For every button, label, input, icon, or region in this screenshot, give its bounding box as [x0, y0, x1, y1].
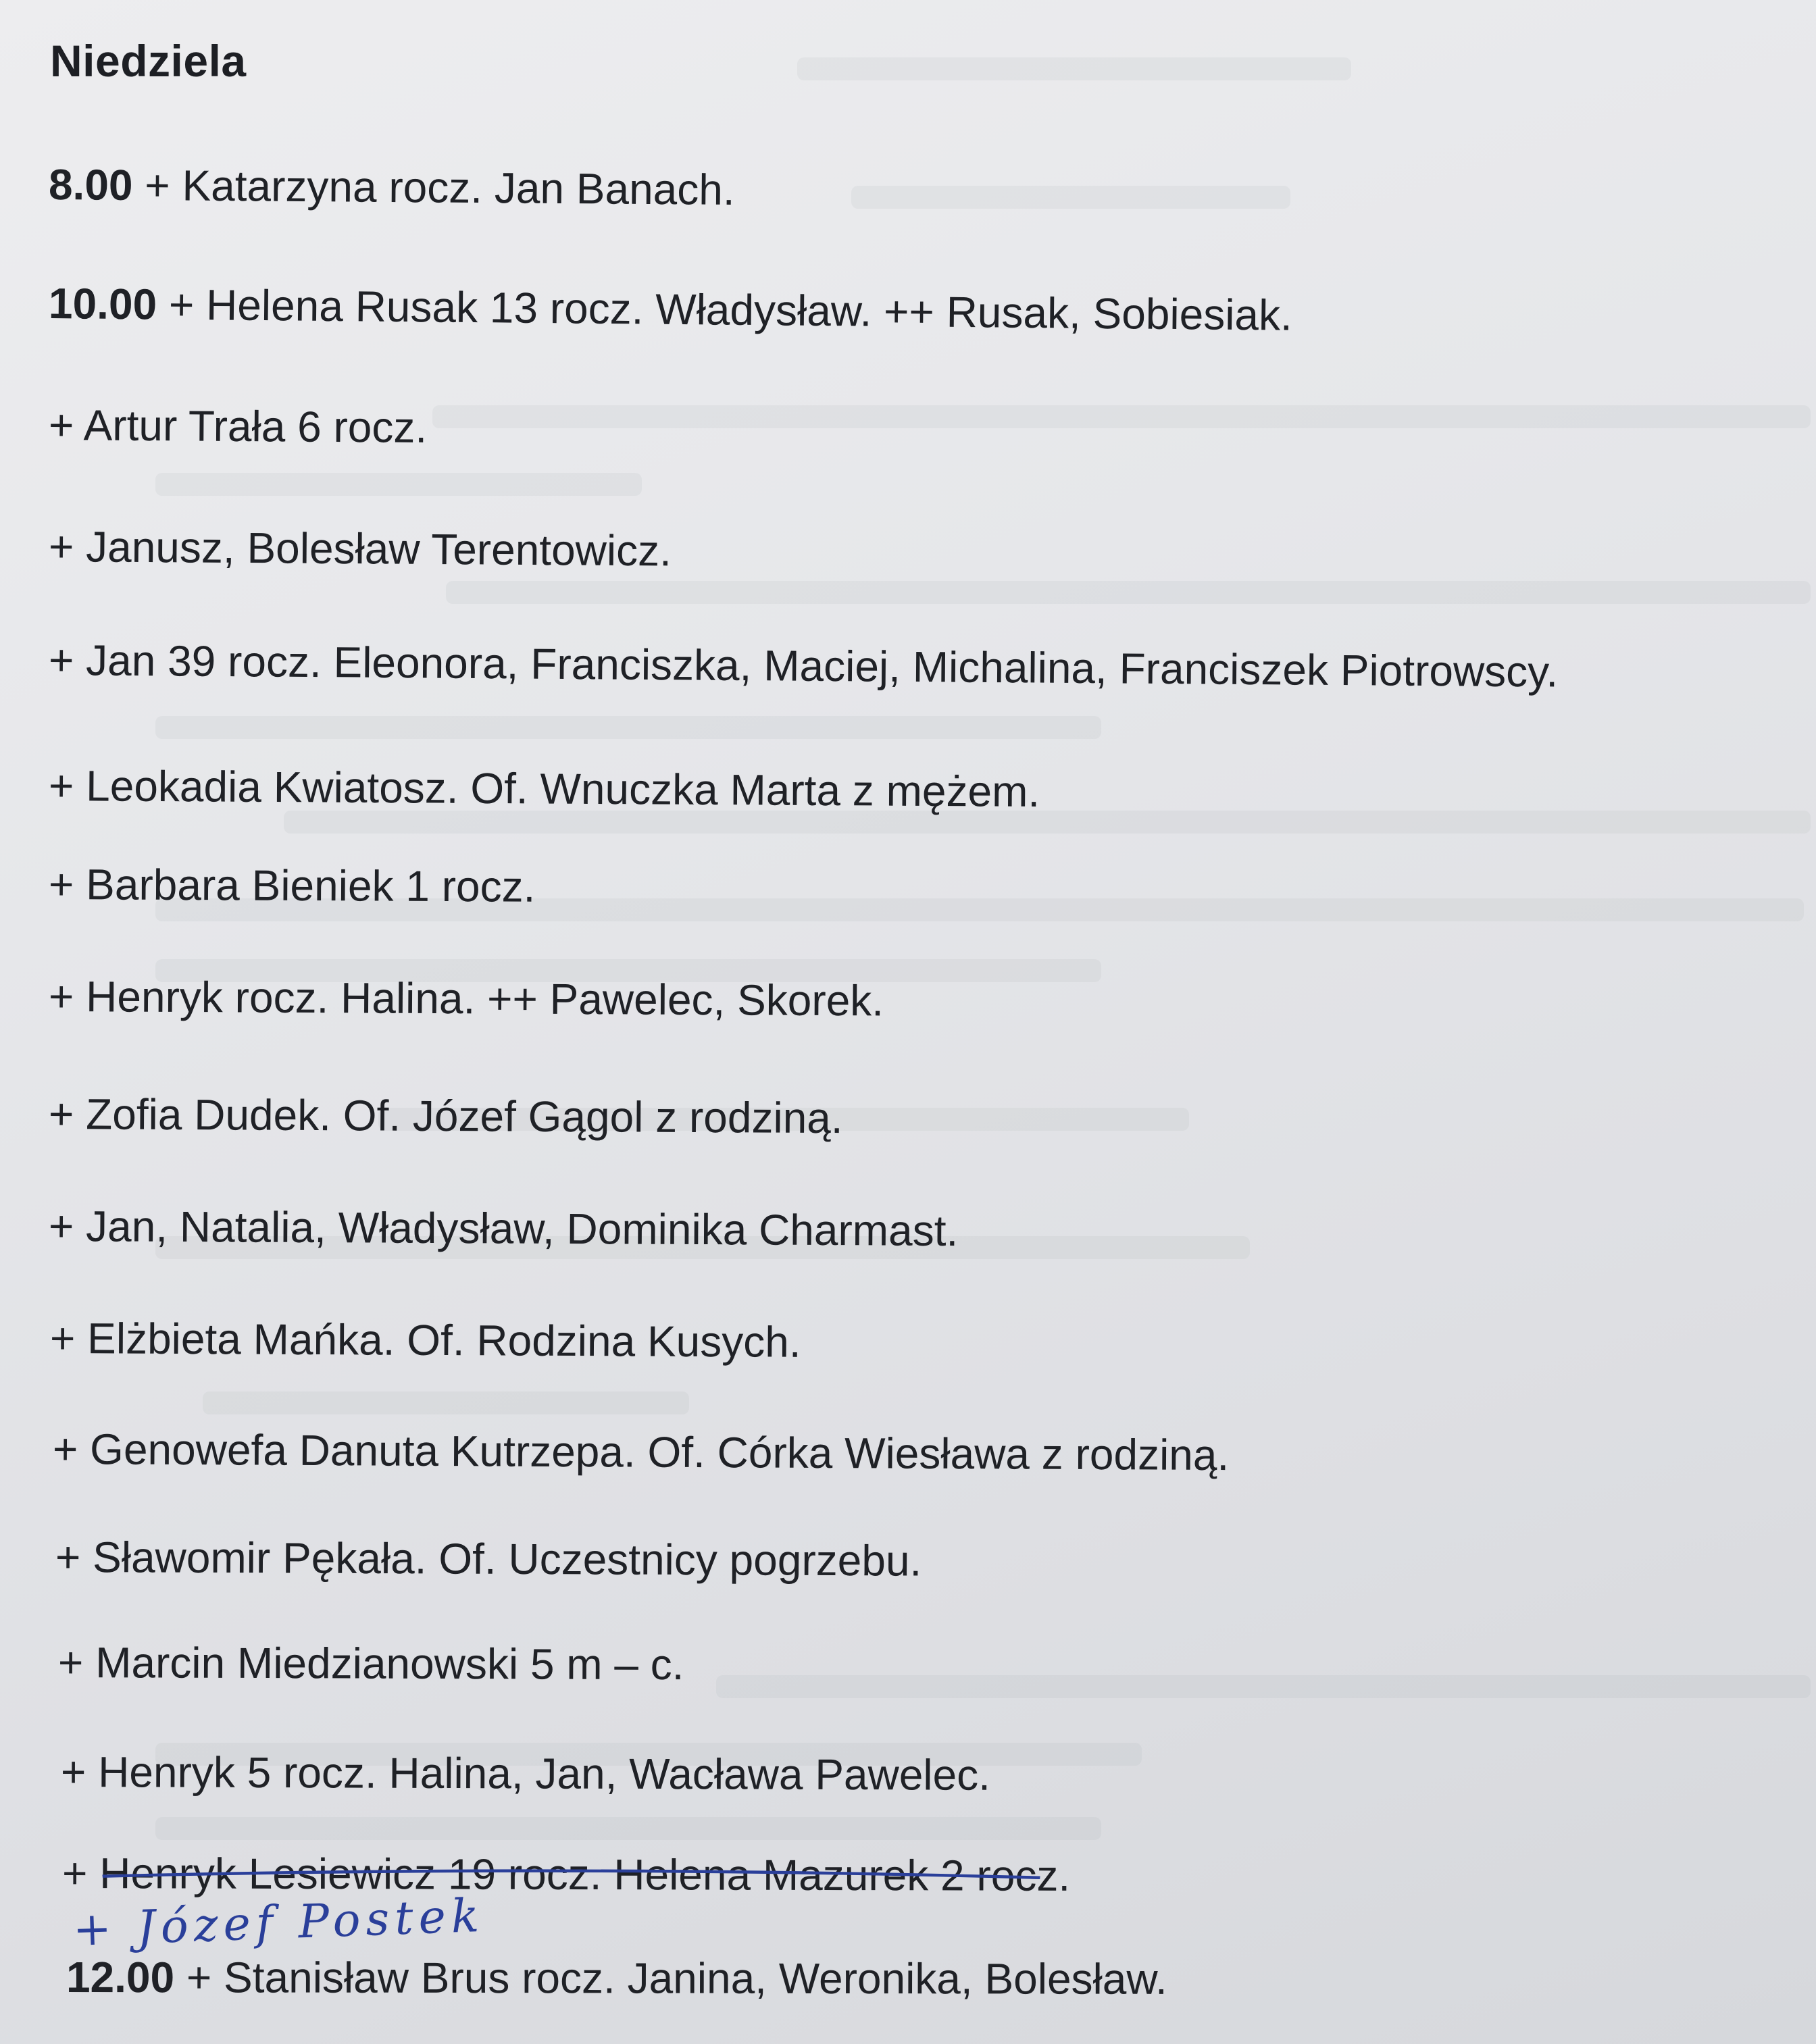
- intention-line: + Leokadia Kwiatosz. Of. Wnuczka Marta z mężem.: [48, 761, 1040, 816]
- intention-line: + Barbara Bieniek 1 rocz.: [48, 860, 536, 911]
- mass-time: 8.00: [48, 160, 133, 209]
- intention-line: + Artur Trała 6 rocz.: [48, 401, 428, 452]
- intention-line: + Marcin Miedzianowski 5 m – c.: [57, 1638, 684, 1689]
- mass-entry-1000: [49, 278, 1293, 340]
- struck-text-content: + Henryk Lesiewicz 19 rocz. Helena Mazurek 2 rocz.: [61, 1849, 1071, 1900]
- intention-line: + Jan, Natalia, Władysław, Dominika Charmast.: [48, 1202, 959, 1256]
- intention-line: + Zofia Dudek. Of. Józef Gągol z rodziną.: [48, 1090, 843, 1143]
- intention-line: + Janusz, Bolesław Terentowicz.: [48, 522, 672, 576]
- mass-time: 10.00: [48, 279, 157, 329]
- mass-intention: + Katarzyna rocz. Jan Banach.: [132, 160, 735, 214]
- handwritten-note: + Józef Postek: [72, 1889, 486, 1957]
- mass-time: 12.00: [66, 1953, 175, 2002]
- struck-text: [62, 1848, 1070, 1901]
- intention-line: + Sławomir Pękała. Of. Uczestnicy pogrzebu.: [55, 1533, 922, 1585]
- mass-entry-1200: [66, 1952, 1167, 2004]
- mass-intention: + Stanisław Brus rocz. Janina, Weronika, Bolesław.: [174, 1953, 1167, 2003]
- strikethrough-ink-line: [62, 1848, 1070, 1901]
- day-heading: Niedziela: [50, 36, 247, 86]
- intention-line: + Henryk 5 rocz. Halina, Jan, Wacława Pawelec.: [60, 1747, 991, 1799]
- struck-intention-line: [62, 1848, 1070, 1901]
- mass-intention: + Helena Rusak 13 rocz. Władysław. ++ Rusak, Sobiesiak.: [156, 280, 1293, 340]
- intention-line: + Genowefa Danuta Kutrzepa. Of. Córka Wiesława z rodziną.: [52, 1425, 1230, 1480]
- intention-line: + Elżbieta Mańka. Of. Rodzina Kusych.: [49, 1314, 801, 1366]
- intention-line: + Henryk rocz. Halina. ++ Pawelec, Skorek.: [48, 972, 884, 1025]
- intention-line: + Jan 39 rocz. Eleonora, Franciszka, Maciej, Michalina, Franciszek Piotrowscy.: [48, 636, 1559, 696]
- mass-entry-0800: [49, 159, 735, 215]
